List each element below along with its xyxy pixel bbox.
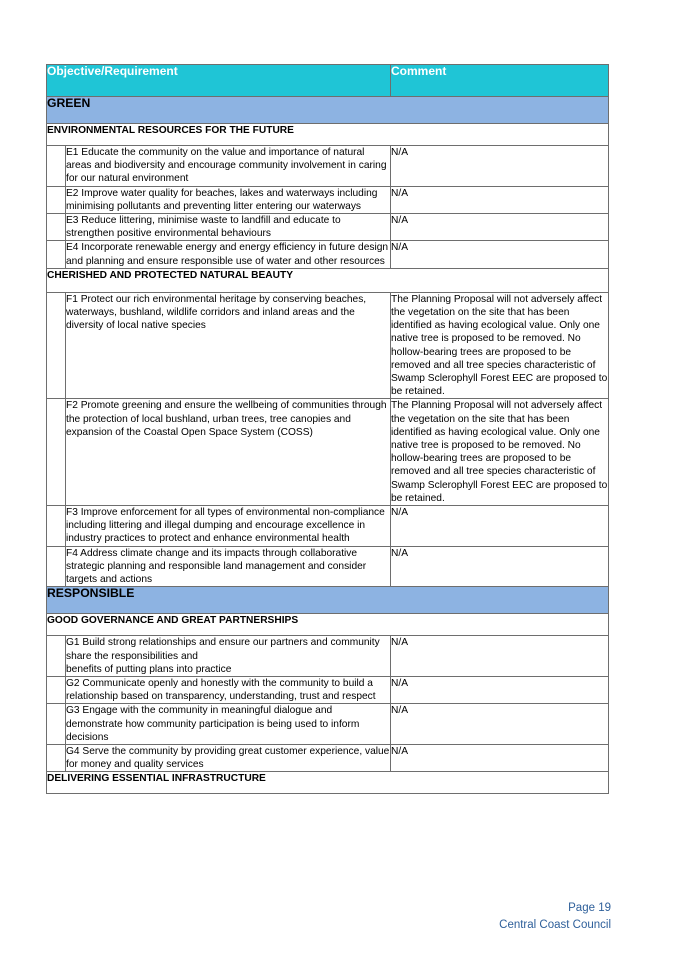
table-row — [47, 186, 609, 213]
row-indent-cell — [47, 676, 66, 703]
group-heading: GOOD GOVERNANCE AND GREAT PARTNERSHIPS — [47, 614, 609, 636]
comment-cell: N/A — [391, 186, 609, 213]
objective-cell: E1 Educate the community on the value and importance of natural areas and biodiversity and encourage community involvement in caring for our natural environment — [66, 146, 391, 187]
header-objective: Objective/Requirement — [47, 65, 391, 97]
group-row — [47, 268, 609, 292]
theme-heading: GREEN — [47, 97, 609, 124]
row-indent-cell — [47, 636, 66, 677]
table-row — [47, 399, 609, 506]
comment-cell: N/A — [391, 146, 609, 187]
comment-cell: N/A — [391, 704, 609, 745]
objective-cell: G1 Build strong relationships and ensure our partners and community share the responsibilities and benefits of putting plans into practice — [66, 636, 391, 677]
table-row — [47, 676, 609, 703]
table-row — [47, 636, 609, 677]
comment-cell: N/A — [391, 506, 609, 547]
header-comment: Comment — [391, 65, 609, 97]
objectives-table — [46, 64, 609, 794]
group-heading: DELIVERING ESSENTIAL INFRASTRUCTURE — [47, 772, 609, 794]
table-row — [47, 546, 609, 587]
group-heading: ENVIRONMENTAL RESOURCES FOR THE FUTURE — [47, 124, 609, 146]
table-row — [47, 241, 609, 268]
objective-cell: E3 Reduce littering, minimise waste to landfill and educate to strengthen positive environmental behaviours — [66, 214, 391, 241]
table-row — [47, 744, 609, 771]
group-row — [47, 614, 609, 636]
group-heading: CHERISHED AND PROTECTED NATURAL BEAUTY — [47, 268, 609, 292]
table-header-row — [47, 65, 609, 97]
table-body — [47, 97, 609, 794]
table-row — [47, 146, 609, 187]
comment-cell: The Planning Proposal will not adversely affect the vegetation on the site that has been identified as having ecological value. Only one native tree is proposed to be removed. No hollow-bearing trees are proposed to be removed and all tree species characteristic of Swamp Sclerophyll Forest EEC are proposed to be retained. — [391, 400, 608, 504]
objective-cell: E4 Incorporate renewable energy and energy efficiency in future design and planning and ensure responsible use of water and other resources — [66, 241, 391, 268]
table-row — [47, 506, 609, 547]
organisation-name: Central Coast Council — [499, 919, 611, 931]
comment-cell: N/A — [391, 676, 609, 703]
table-row — [47, 704, 609, 745]
objective-cell: F4 Address climate change and its impacts through collaborative strategic planning and responsible land management and consider targets and actions — [66, 546, 391, 587]
row-indent-cell — [47, 241, 66, 268]
objective-cell: F1 Protect our rich environmental heritage by conserving beaches, waterways, bushland, wildlife corridors and inland areas and the diversity of local native species — [66, 292, 391, 399]
theme-heading: RESPONSIBLE — [47, 587, 609, 614]
objective-cell: E2 Improve water quality for beaches, lakes and waterways including minimising pollutants and preventing litter entering our waterways — [66, 186, 391, 213]
objective-cell: G4 Serve the community by providing great customer experience, value for money and quality services — [66, 745, 390, 771]
comment-cell: The Planning Proposal will not adversely affect the vegetation on the site that has been identified as having ecological value. Only one native tree is proposed to be removed. No hollow-bearing trees are proposed to be removed and all tree species characteristic of Swamp Sclerophyll Forest EEC are proposed to be retained. — [391, 293, 608, 398]
comment-cell: N/A — [391, 636, 609, 677]
table-row — [47, 292, 609, 399]
row-indent-cell — [47, 214, 66, 241]
page-number: Page 19 — [568, 902, 611, 914]
row-indent-cell — [47, 186, 66, 213]
row-indent-cell — [47, 506, 66, 547]
theme-row — [47, 587, 609, 614]
row-indent-cell — [47, 546, 66, 587]
row-indent-cell — [47, 704, 66, 745]
row-indent-cell — [47, 399, 66, 506]
table-row — [47, 214, 609, 241]
group-row — [47, 772, 609, 794]
objective-cell: F3 Improve enforcement for all types of environmental non-compliance including littering and illegal dumping and encourage excellence in industry practices to protect and enhance environmental health — [66, 506, 391, 547]
row-indent-cell — [47, 744, 66, 771]
objective-cell: G2 Communicate openly and honestly with the community to build a relationship based on transparency, understanding, trust and respect — [66, 676, 391, 703]
comment-cell: N/A — [391, 744, 609, 771]
row-indent-cell — [47, 292, 66, 399]
row-indent-cell — [47, 146, 66, 187]
theme-row — [47, 97, 609, 124]
comment-cell: N/A — [391, 546, 609, 587]
group-row — [47, 124, 609, 146]
objective-cell: F2 Promote greening and ensure the wellbeing of communities through the protection of local bushland, urban trees, tree canopies and expansion of the Coastal Open Space System (COSS) — [66, 399, 391, 506]
objective-cell: G3 Engage with the community in meaningful dialogue and demonstrate how community participation is being used to inform decisions — [66, 704, 391, 745]
comment-cell: N/A — [391, 241, 609, 268]
comment-cell: N/A — [391, 214, 609, 241]
